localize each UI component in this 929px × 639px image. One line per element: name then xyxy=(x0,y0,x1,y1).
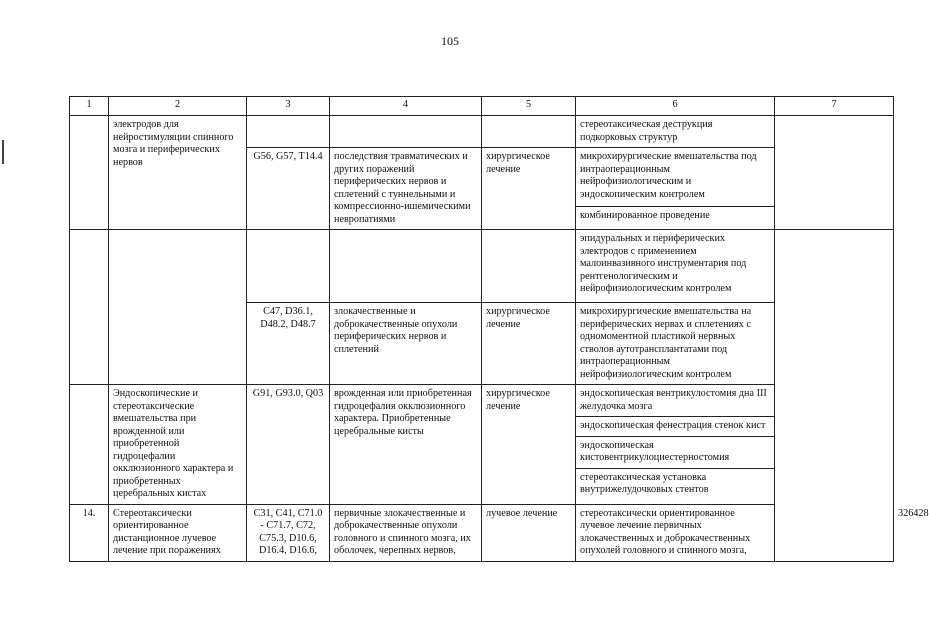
row-b-col3 xyxy=(247,230,330,303)
page-number: 105 xyxy=(441,34,459,48)
header-col-2: 2 xyxy=(109,97,247,116)
row-e-col4: первичные злокачественные и доброкачественные опухоли головного и спинного мозга, их оболочек, черепных нервов, xyxy=(330,504,482,561)
row-e-col6: стереотаксически ориентированное лучевое лечение первичных злокачественных и доброкачественных опухолей головного и спинного мозга, xyxy=(576,504,775,561)
row-a-method-2: комбинированное проведение xyxy=(580,210,710,221)
row-a-top-col5 xyxy=(482,116,576,148)
row-d-method-2: эндоскопическая фенестрация стенок кист xyxy=(576,417,774,437)
row-b-col7 xyxy=(775,230,894,562)
table-header-row xyxy=(70,97,894,116)
row-a-top-col6: стереотаксическая деструкция подкорковых структур xyxy=(576,116,775,148)
table-row xyxy=(70,385,894,505)
header-col-3: 3 xyxy=(247,97,330,116)
header-col-1: 1 xyxy=(70,97,109,116)
table-row xyxy=(70,230,894,303)
scan-artifact xyxy=(2,140,4,164)
row-d-col2: Эндоскопические и стереотаксические вмешательства при врожденной или приобретенной гидроцефалии окклюзионного характера и приобретенных церебральных кистах xyxy=(109,385,247,505)
row-b-col5 xyxy=(482,230,576,303)
row-d-col6 xyxy=(576,385,775,505)
row-a-col1 xyxy=(70,116,109,230)
row-c-col4: злокачественные и доброкачественные опухоли периферических нервов и сплетений xyxy=(330,303,482,385)
row-a-top-col3 xyxy=(247,116,330,148)
row-d-col3: G91, G93.0, Q03 xyxy=(247,385,330,505)
row-b-col1 xyxy=(70,230,109,385)
row-a-method-1: микрохирургические вмешательства под интраоперационным нейрофизиологическим и эндоскопическим контролем xyxy=(576,148,774,207)
row-d-method-3: эндоскопическая кистовентрикулоциестерностомия xyxy=(576,437,774,469)
row-a-col3: G56, G57, T14.4 xyxy=(247,148,330,230)
row-c-col3: C47, D36.1, D48.2, D48.7 xyxy=(247,303,330,385)
row-d-col5: хирургическое лечение xyxy=(482,385,576,505)
row-a-col4: последствия травматических и других поражений периферических нервов и сплетений с туннельными и компрессионно-ишемическими невропатиями xyxy=(330,148,482,230)
table-row xyxy=(70,116,894,148)
row-d-col4: врожденная или приобретенная гидроцефалия окклюзионного характера. Приобретенные церебральные кисты xyxy=(330,385,482,505)
row-c-col6: микрохирургические вмешательства на периферических нервах и сплетениях с одномоментной пластикой нервных стволов аутотрансплантатами под интраоперационным нейрофизиологическим контролем xyxy=(576,303,775,385)
row-c-col5: хирургическое лечение xyxy=(482,303,576,385)
row-e-col2: Стереотаксически ориентированное дистанционное лучевое лечение при поражениях xyxy=(109,504,247,561)
row-e-col3: C31, C41, C71.0 - C71.7, C72, C75.3, D10.6, D16.4, D16.6, xyxy=(247,504,330,561)
header-col-5: 5 xyxy=(482,97,576,116)
row-e-col5: лучевое лечение xyxy=(482,504,576,561)
row-d-method-1: эндоскопическая вентрикулостомия дна III желудочка мозга xyxy=(576,385,774,417)
table-row: 14. Стереотаксически ориентированное дистанционное лучевое лечение при поражениях C31, C41, C71.0 - C71.7, C72, C75.3, D10.6, D16.4, D16.6, первичные злокачественные и доброкачественные опухоли головного и спинного мозга, их оболочек, черепных нервов, лучевое лечение стереотаксически ориентированное лучевое лечение первичных злокачественных и доброкачественных опухолей головного и спинного мозга, 326428 xyxy=(70,504,894,561)
row-b-col4 xyxy=(330,230,482,303)
row-d-col1 xyxy=(70,385,109,505)
row-b-col6: эпидуральных и периферических электродов с применением малоинвазивного инструментария под рентгенологическим и нейрофизиологическим контролем xyxy=(576,230,775,303)
procedures-table xyxy=(69,96,929,562)
header-col-6: 6 xyxy=(576,97,775,116)
row-b-col2 xyxy=(109,230,247,385)
row-d-method-4: стереотаксическая установка внутрижелудочковых стентов xyxy=(580,471,709,495)
row-a-col2: электродов для нейростимуляции спинного мозга и периферических нервов xyxy=(109,116,247,230)
row-a-top-col4 xyxy=(330,116,482,148)
row-a-col5: хирургическое лечение xyxy=(482,148,576,230)
row-a-col7 xyxy=(775,116,894,230)
row-e-col1: 14. xyxy=(70,504,109,561)
row-a-col6 xyxy=(576,148,775,230)
header-col-7: 7 xyxy=(775,97,894,116)
header-col-4: 4 xyxy=(330,97,482,116)
